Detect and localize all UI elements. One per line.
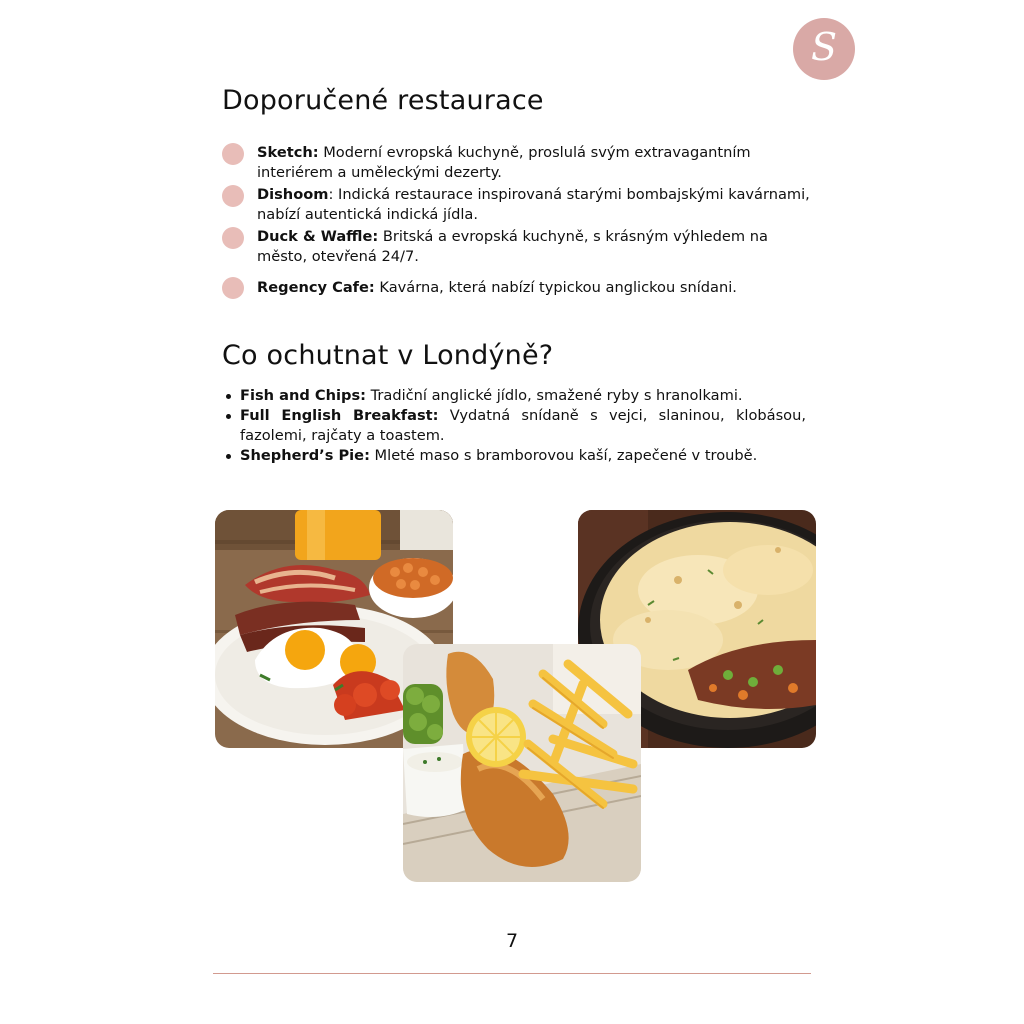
fish-and-chips-photo	[403, 644, 641, 882]
restaurant-text	[257, 185, 822, 225]
dish-desc: Tradiční anglické jídlo, smažené ryby s hranolkami.	[365, 387, 743, 404]
bullet-dot	[222, 277, 244, 299]
dish-desc: Vydatná snídaně s vejci, slaninou, klobásou, fazolemi, rajčaty a toastem.	[240, 407, 807, 444]
dish-item	[226, 446, 806, 466]
dish-item	[226, 406, 806, 446]
restaurant-desc: Britská a evropská kuchyně, s krásným výhledem na město, otevřená 24/7.	[257, 228, 768, 265]
dish-item	[226, 386, 806, 406]
dish-text	[240, 387, 743, 404]
restaurant-text	[257, 227, 822, 267]
restaurant-desc: : Indická restaurace inspirovaná starými bombajskými kavárnami, nabízí autentická indická jídla.	[257, 186, 810, 223]
restaurant-text	[257, 143, 822, 183]
dish-text	[240, 447, 757, 464]
page-number: 7	[505, 930, 519, 952]
dish-text	[240, 407, 806, 444]
logo-letter: S	[810, 25, 838, 69]
bullet-dot	[222, 227, 244, 249]
restaurant-name: Sketch:	[257, 144, 319, 161]
footer-divider	[213, 973, 811, 974]
bullet-dot	[222, 143, 244, 165]
dish-name: Full English Breakfast:	[240, 407, 439, 424]
restaurants-heading: Doporučené restaurace	[222, 85, 544, 116]
restaurant-desc: Moderní evropská kuchyně, proslulá svým extravagantním interiérem a uměleckými dezerty.	[257, 144, 751, 181]
restaurant-name: Regency Cafe:	[257, 279, 375, 296]
logo-badge	[793, 18, 855, 80]
bullet-dot	[222, 185, 244, 207]
fish-and-chips-illustration	[403, 644, 641, 882]
restaurant-name: Duck & Waffle:	[257, 228, 379, 245]
taste-heading: Co ochutnat v Londýně?	[222, 340, 554, 371]
restaurant-text	[257, 278, 822, 298]
dish-list	[226, 386, 806, 466]
dish-desc: Mleté maso s bramborovou kaší, zapečené v troubě.	[369, 447, 758, 464]
restaurant-desc: Kavárna, která nabízí typickou anglickou snídani.	[374, 279, 737, 296]
restaurant-name: Dishoom	[257, 186, 329, 203]
dish-name: Fish and Chips:	[240, 387, 366, 404]
dish-name: Shepherd’s Pie:	[240, 447, 370, 464]
